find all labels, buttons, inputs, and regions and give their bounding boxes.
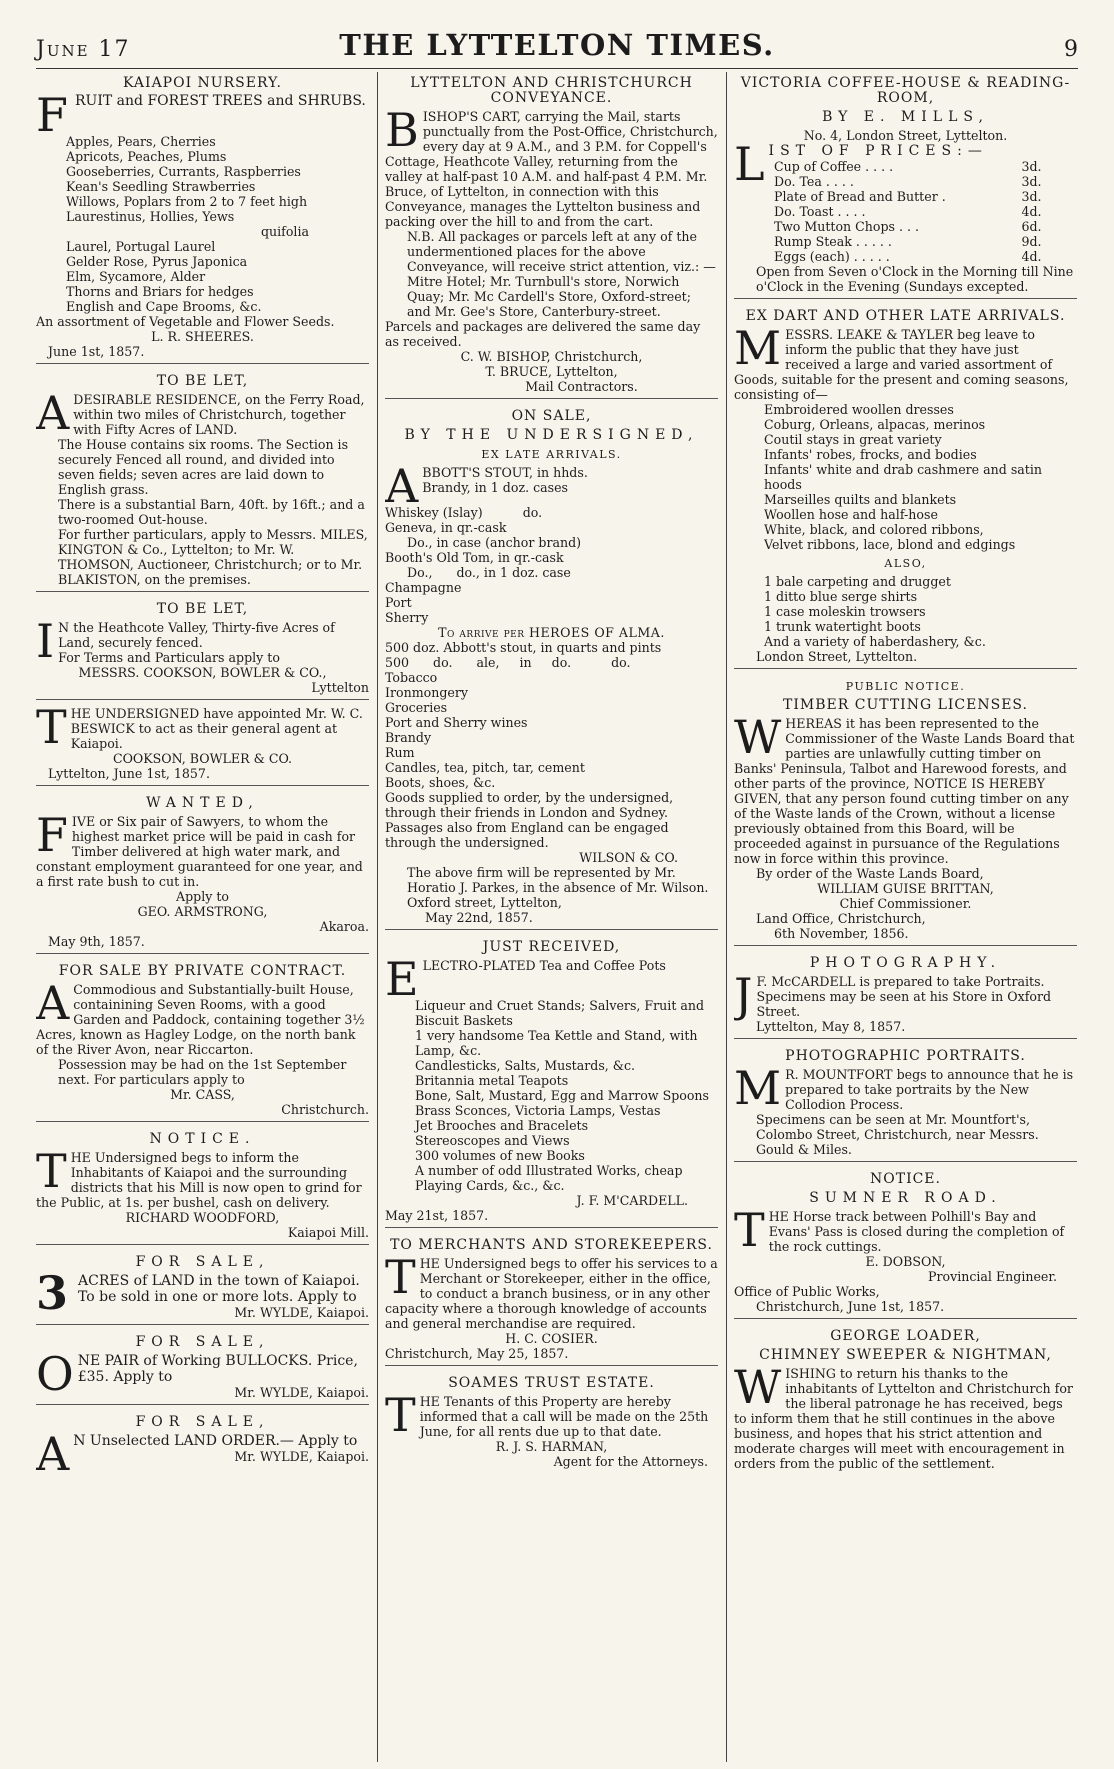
ad-kaiapoi-nursery — [36, 76, 369, 363]
list-item: Whiskey (Islay) do. — [385, 505, 543, 520]
ad-ex-dart — [734, 298, 1077, 668]
ad-title: KAIAPOI NURSERY. — [123, 75, 282, 91]
list-item: Port — [385, 595, 412, 610]
page-number: 9 — [1064, 37, 1078, 62]
ad-address: Office of Public Works, — [734, 1284, 880, 1299]
ad-text: IVE or Six pair of Sawyers, to whom the highest market price will be paid in cash for Timber delivered at high water mark, and constant employment guaranteed for one year, and a first rate bush to cut in. — [36, 814, 363, 889]
ad-text: F. McCARDELL is prepared to take Portraits. — [756, 974, 1045, 989]
ad-title: FOR SALE, — [135, 1254, 270, 1270]
list-item: Boots, shoes, &c. — [385, 775, 496, 790]
ad-address: London Street, Lyttelton. — [756, 649, 918, 664]
ad-title: TO BE LET, — [156, 373, 249, 389]
ad-text: BBOTT'S STOUT, in hhds. — [422, 465, 588, 480]
signature: MESSRS. COOKSON, BOWLER & CO., — [78, 665, 327, 680]
price-list — [774, 159, 1042, 264]
list-item: 1 trunk watertight boots — [764, 619, 921, 634]
drop-cap: M — [734, 1061, 782, 1115]
ad-heading: IST OF PRICES:— — [768, 143, 988, 159]
signature-role: Agent for the Attorneys. — [553, 1454, 708, 1469]
issue-date: June 17 — [36, 37, 131, 62]
signature: GEO. ARMSTRONG, — [137, 904, 268, 919]
column-divider — [377, 72, 378, 1762]
column-1 — [36, 72, 369, 1762]
price-value: 4d. — [1021, 249, 1042, 264]
ad-timber-licenses — [734, 668, 1077, 945]
ad-date: Christchurch, May 25, 1857. — [385, 1346, 569, 1361]
ad-subtitle: ALSO, — [884, 557, 927, 570]
ad-subtitle: BY E. MILLS, — [822, 109, 989, 125]
ad-title: PHOTOGRAPHY. — [809, 955, 1002, 971]
ad-conveyance — [385, 76, 718, 398]
ad-photography — [734, 945, 1077, 1038]
list-item: Brandy — [385, 730, 432, 745]
drop-cap: W — [734, 1360, 782, 1414]
newspaper-title: THE LYTTELTON TIMES. — [339, 28, 775, 62]
ad-title: GEORGE LOADER, — [830, 1328, 981, 1344]
ad-to-be-let-heathcote — [36, 591, 369, 699]
ad-title: NOTICE. — [149, 1131, 256, 1147]
ad-place: Lyttelton — [311, 680, 369, 695]
list-item: 1 very handsome Tea Kettle and Stand, with Lamp, &c. — [415, 1028, 698, 1058]
ad-subtitle: SUMNER ROAD. — [809, 1190, 1002, 1206]
drop-cap: L — [734, 137, 765, 191]
ad-text: Mitre Hotel; Mr. Turnbull's store, Norwich Quay; Mr. Mc Cardell's Store, Oxford-street; and Mr. Gee's Store, Canterbury-street. — [407, 274, 691, 319]
ad-text: Commodious and Substantially-built House, containining Seven Rooms, with a good Garden and Paddock, containing together 3½ Acres, known as Hagley Lodge, on the north bank of the River Avon, near Riccarton. — [36, 982, 365, 1057]
ad-text: HE UNDERSIGNED have appointed Mr. W. C. BESWICK to act as their general agent at Kaiapoi. — [70, 706, 363, 751]
drop-cap: J — [734, 968, 753, 1022]
column-divider — [726, 72, 727, 1762]
list-item: Jet Brooches and Bracelets — [415, 1118, 589, 1133]
price-row — [774, 234, 1042, 249]
drop-cap: E — [385, 952, 419, 1006]
ad-george-loader — [734, 1318, 1077, 1475]
signature: E. DOBSON, — [865, 1254, 946, 1269]
list-item: Infants' white and drab cashmere and satin hoods — [764, 462, 1042, 492]
masthead — [36, 22, 1078, 62]
goods-list — [385, 998, 718, 1193]
price-item: Cup of Coffee . . . . — [774, 159, 894, 174]
ad-text: Goods supplied to order, by the undersigned, through their friends in London and Sydney. Passages also from England can be engaged through the undersigned. — [385, 790, 674, 850]
ad-text: By order of the Waste Lands Board, — [756, 866, 984, 881]
ad-text: R. MOUNTFORT begs to announce that he is prepared to take portraits by the New Collodion Process. — [785, 1067, 1074, 1112]
ad-subtitle: EX LATE ARRIVALS. — [481, 448, 622, 461]
list-item: quifolia — [260, 224, 309, 239]
ad-title: ON SALE, — [511, 408, 592, 424]
list-item: Geneva, in qr.-cask — [385, 520, 507, 535]
price-item: Rump Steak . . . . . — [774, 234, 892, 249]
list-item: Bone, Salt, Mustard, Egg and Marrow Spoons — [415, 1088, 710, 1103]
price-item: Plate of Bread and Butter . — [774, 189, 946, 204]
price-value: 3d. — [1021, 174, 1042, 189]
ad-title: SOAMES TRUST ESTATE. — [448, 1375, 655, 1391]
signature: WILSON & CO. — [579, 850, 678, 865]
ad-soames — [385, 1365, 718, 1473]
drop-cap: T — [385, 1250, 416, 1304]
list-item: Rum — [385, 745, 415, 760]
ad-date: May 22nd, 1857. — [425, 910, 533, 925]
list-item: Coutil stays in great variety — [764, 432, 942, 447]
ad-text: For further particulars, apply to Messrs. MILES, KINGTON & Co., Lyttelton; to Mr. W. THOMSON, Auctioneer, Christchurch; or to Mr. BLAKISTON, on the premises. — [58, 527, 368, 587]
list-item: Britannia metal Teapots — [415, 1073, 569, 1088]
ad-sumner-road — [734, 1161, 1077, 1318]
ad-wanted-sawyers — [36, 785, 369, 953]
ad-text: ACRES of LAND in the town of Kaiapoi. To be sold in one or more lots. Apply to — [78, 1273, 360, 1305]
ad-photographic-portraits — [734, 1038, 1077, 1161]
ad-text: N.B. All packages or parcels left at any of the undermentioned places for the above Conveyance, will receive strict attention, viz.: — — [407, 229, 716, 274]
signature: C. W. BISHOP, Christchurch, — [460, 349, 643, 364]
ad-text: HE Undersigned begs to offer his services to a Merchant or Storekeeper, either in the office, to conduct a branch business, or in any other capacity where a thorough knowledge of accounts and general merchandise are required. — [385, 1256, 718, 1331]
drop-cap: T — [36, 1144, 67, 1198]
ad-agent-kaiapoi — [36, 699, 369, 785]
ad-title: VICTORIA COFFEE-HOUSE & READING-ROOM, — [740, 75, 1071, 106]
ad-address: No. 4, London Street, Lyttelton. — [803, 128, 1008, 143]
signature: Mr. CASS, — [170, 1087, 235, 1102]
list-item: Apples, Pears, Cherries — [66, 134, 216, 149]
ad-heading: RUIT and FOREST TREES and SHRUBS. — [75, 93, 366, 109]
list-item: Apricots, Peaches, Plums — [66, 149, 227, 164]
signature: J. F. M'CARDELL. — [576, 1193, 688, 1208]
list-item: Thorns and Briars for hedges — [66, 284, 254, 299]
ad-text: DESIRABLE RESIDENCE, on the Ferry Road, within two miles of Christchurch, together with Fifty Acres of LAND. — [73, 392, 365, 437]
ad-text: Possession may be had on the 1st September next. For particulars apply to — [58, 1057, 347, 1087]
drop-cap: F — [36, 808, 68, 862]
list-item: Stereoscopes and Views — [415, 1133, 570, 1148]
ad-sale-land-order — [36, 1404, 369, 1481]
ad-text: Parcels and packages are delivered the same day as received. — [385, 319, 701, 349]
ad-subtitle: PUBLIC NOTICE. — [845, 680, 966, 693]
drop-cap: T — [385, 1388, 416, 1442]
ad-title: LYTTELTON AND CHRISTCHURCH CONVEYANCE. — [410, 75, 693, 106]
drop-cap: B — [385, 103, 419, 157]
list-item: Champagne — [385, 580, 462, 595]
ad-date: May 9th, 1857. — [48, 934, 145, 949]
list-item: Do., in case (anchor brand) — [407, 535, 582, 550]
ad-place: Kaiapoi Mill. — [287, 1225, 369, 1240]
list-item: Brandy, in 1 doz. cases — [422, 480, 569, 495]
drop-cap: A — [36, 976, 70, 1030]
ad-title: PHOTOGRAPHIC PORTRAITS. — [785, 1048, 1026, 1064]
column-2 — [385, 72, 718, 1762]
price-row — [774, 174, 1042, 189]
price-row — [774, 249, 1042, 264]
list-item: 300 volumes of new Books — [415, 1148, 585, 1163]
list-item: Kean's Seedling Strawberries — [66, 179, 256, 194]
ad-subtitle: BY THE UNDERSIGNED, — [404, 427, 699, 443]
drop-cap: O — [36, 1347, 74, 1401]
ad-date: Lyttelton, June 1st, 1857. — [48, 766, 210, 781]
ad-title: TO BE LET, — [156, 601, 249, 617]
signature: COOKSON, BOWLER & CO. — [112, 751, 293, 766]
ad-date: May 21st, 1857. — [385, 1208, 489, 1223]
nursery-list — [36, 134, 369, 314]
ad-text: HE Horse track between Polhill's Bay and Evans' Pass is closed during the completion of the rock cuttings. — [768, 1209, 1065, 1254]
ad-just-received — [385, 929, 718, 1227]
list-item: Playing Cards, &c., &c. — [415, 1178, 565, 1193]
list-item: Tobacco — [385, 670, 438, 685]
signature: Mr. WYLDE, Kaiapoi. — [234, 1385, 369, 1400]
ad-text: ESSRS. LEAKE & TAYLER beg leave to inform the public that they have just received a large and varied assortment of Goods, suitable for the present and coming seasons, consisting of— — [734, 327, 1069, 402]
ad-text: An assortment of Vegetable and Flower Seeds. — [36, 314, 335, 329]
list-item: Sherry — [385, 610, 429, 625]
drop-cap: W — [734, 710, 782, 764]
drop-cap: T — [36, 700, 67, 754]
ad-text: LECTRO-PLATED Tea and Coffee Pots — [422, 958, 666, 973]
list-item: Do., do., in 1 doz. case — [407, 565, 571, 580]
ad-address: Oxford street, Lyttelton, — [407, 895, 562, 910]
list-item: Marseilles quilts and blankets — [764, 492, 957, 507]
ad-text: ISHOP'S CART, carrying the Mail, starts punctually from the Post-Office, Christchurch, every day at 9 A.M., and 3 P.M. for Coppell's Cottage, Heathcote Valley, returning from the valley at half-past 10 A.M. and half-past 4 P.M. Mr. Bruce, of Lyttelton, in connection with this Conveyance, manages the Lyttelton business and packing over the hill to and from the cart. — [385, 109, 718, 229]
ad-title: FOR SALE, — [135, 1414, 270, 1430]
price-row — [774, 204, 1042, 219]
price-item: Do. Tea . . . . — [774, 174, 854, 189]
list-item: Velvet ribbons, lace, blond and edgings — [764, 537, 1016, 552]
ad-date: June 1st, 1857. — [48, 344, 145, 359]
goods-list — [734, 402, 1077, 552]
list-item: Gelder Rose, Pyrus Japonica — [66, 254, 248, 269]
list-item: Infants' robes, frocks, and bodies — [764, 447, 977, 462]
list-item: Willows, Poplars from 2 to 7 feet high — [66, 194, 308, 209]
list-item: Groceries — [385, 700, 448, 715]
ad-title: TO MERCHANTS AND STOREKEEPERS. — [390, 1237, 713, 1253]
signature: T. BRUCE, Lyttelton, — [485, 364, 618, 379]
price-value: 3d. — [1021, 159, 1042, 174]
list-item: Brass Sconces, Victoria Lamps, Vestas — [415, 1103, 661, 1118]
list-item: Candlesticks, Salts, Mustards, &c. — [415, 1058, 636, 1073]
ad-text: Open from Seven o'Clock in the Morning till Nine o'Clock in the Evening (Sundays excepted. — [756, 264, 1074, 294]
list-item: Laurel, Portugal Laurel — [66, 239, 216, 254]
ad-place: Christchurch. — [281, 1102, 369, 1117]
ad-text: HE Undersigned begs to inform the Inhabitants of Kaiapoi and the surrounding districts that his Mill is now open to grind for the Public, at 1s. per bushel, cash on delivery. — [36, 1150, 362, 1210]
drop-cap: A — [36, 386, 70, 440]
ad-text: The House contains six rooms. The Section is securely Fenced all round, and divided into seven fields; seven acres are laid down to English grass. — [58, 437, 349, 497]
list-item: 1 ditto blue serge shirts — [764, 589, 918, 604]
ad-title: FOR SALE BY PRIVATE CONTRACT. — [58, 963, 347, 979]
ad-text: Specimens may be seen at his Store in Oxford Street. — [756, 989, 1052, 1019]
ad-sale-private-contract — [36, 953, 369, 1121]
drop-cap: T — [734, 1203, 765, 1257]
ad-text: HE Tenants of this Property are hereby informed that a call will be made on the 25th June, for all rents due up to that date. — [419, 1394, 709, 1439]
list-item: Ironmongery — [385, 685, 468, 700]
ad-title: NOTICE. — [870, 1171, 941, 1187]
list-item: Elm, Sycamore, Alder — [66, 269, 206, 284]
drop-cap: A — [385, 459, 419, 513]
list-item: Coburg, Orleans, alpacas, merinos — [764, 417, 986, 432]
list-item: 500 doz. Abbott's stout, in quarts and pints — [385, 640, 662, 655]
price-value: 6d. — [1021, 219, 1042, 234]
ad-place: Akaroa. — [319, 919, 369, 934]
list-item: Candles, tea, pitch, tar, cement — [385, 760, 585, 775]
price-value: 9d. — [1021, 234, 1042, 249]
ad-address: Land Office, Christchurch, — [756, 911, 926, 926]
signature-role: Chief Commissioner. — [839, 896, 972, 911]
price-item: Eggs (each) . . . . . — [774, 249, 890, 264]
ad-on-sale — [385, 398, 718, 929]
ad-title: FOR SALE, — [135, 1334, 270, 1350]
list-item: Gooseberries, Currants, Raspberries — [66, 164, 301, 179]
list-item: Liqueur and Cruet Stands; Salvers, Fruit and Biscuit Baskets — [415, 998, 705, 1028]
list-item: Port and Sherry wines — [385, 715, 528, 730]
ad-text: N Unselected LAND ORDER.— Apply to — [73, 1433, 358, 1449]
signature: H. C. COSIER. — [505, 1331, 598, 1346]
ad-text: Specimens can be seen at Mr. Mountfort's, Colombo Street, Christchurch, near Messrs. Gould & Miles. — [756, 1112, 1039, 1157]
drop-cap: F — [36, 88, 68, 142]
column-3 — [734, 72, 1077, 1762]
ad-text: Apply to — [175, 889, 229, 904]
ad-notice-mill — [36, 1121, 369, 1244]
price-row — [774, 219, 1042, 234]
ad-title: JUST RECEIVED, — [482, 939, 621, 955]
ad-subtitle: CHIMNEY SWEEPER & NIGHTMAN, — [759, 1347, 1052, 1363]
drop-cap: M — [734, 321, 782, 375]
list-item: Embroidered woollen dresses — [764, 402, 954, 417]
ad-title: TIMBER CUTTING LICENSES. — [783, 697, 1028, 713]
price-item: Do. Toast . . . . — [774, 204, 866, 219]
signature-role: Provincial Engineer. — [928, 1269, 1057, 1284]
ad-text: To arrive per HEROES OF ALMA. — [438, 625, 665, 640]
ad-text: NE PAIR of Working BULLOCKS. Price, £35. Apply to — [77, 1353, 358, 1385]
signature: Mr. WYLDE, Kaiapoi. — [234, 1305, 369, 1320]
ad-text: ISHING to return his thanks to the inhabitants of Lyttelton and Christchurch for the liberal patronage he has received, begs to inform them that he still continues in the above business, and hopes that his strict attention and moderate charges will meet with encouragement in orders from the public of the settlement. — [734, 1366, 1073, 1471]
list-item: A number of odd Illustrated Works, cheap — [415, 1163, 683, 1178]
price-row — [774, 159, 1042, 174]
list-item: And a variety of haberdashery, &c. — [764, 634, 986, 649]
ad-text: For Terms and Particulars apply to — [58, 650, 280, 665]
drop-cap: I — [36, 614, 55, 668]
signature: L. R. SHEERES. — [151, 329, 254, 344]
ad-text: HEREAS it has been represented to the Commissioner of the Waste Lands Board that parties are unlawfully cutting timber on Banks' Peninsula, Talbot and Harewood forests, and other parts of the province, NOTICE IS HEREBY GIVEN, that any person found cutting timber on any of the Waste lands of the Crown, without a license previously obtained from this Board, will be proceeded against in pursuance of the Regulations now in force within this province. — [734, 716, 1075, 866]
ad-title: WANTED, — [146, 795, 259, 811]
ad-title: EX DART AND OTHER LATE ARRIVALS. — [745, 308, 1066, 324]
signature: RICHARD WOODFORD, — [125, 1210, 280, 1225]
list-item: 500 do. ale, in do. do. — [385, 655, 631, 670]
list-item: Woollen hose and half-hose — [764, 507, 938, 522]
drop-cap: A — [36, 1427, 70, 1481]
ad-sale-acres — [36, 1244, 369, 1324]
list-item: 1 case moleskin trowsers — [764, 604, 926, 619]
signature-role: Mail Contractors. — [525, 379, 638, 394]
signature: Mr. WYLDE, Kaiapoi. — [234, 1449, 369, 1464]
list-item: English and Cape Brooms, &c. — [66, 299, 262, 314]
list-item: Laurestinus, Hollies, Yews — [66, 209, 235, 224]
ad-coffee-house — [734, 76, 1077, 298]
list-item: White, black, and colored ribbons, — [764, 522, 984, 537]
ad-text: The above firm will be represented by Mr. Horatio J. Parkes, in the absence of Mr. Wilson. — [407, 865, 709, 895]
masthead-rule — [36, 68, 1078, 69]
ad-sale-bullocks — [36, 1324, 369, 1404]
list-item: 1 bale carpeting and drugget — [764, 574, 951, 589]
drop-cap: 3 — [36, 1266, 69, 1320]
goods-list — [734, 574, 1077, 649]
ad-merchants — [385, 1227, 718, 1365]
ad-text: N the Heathcote Valley, Thirty-five Acres of Land, securely fenced. — [58, 620, 335, 650]
price-row — [774, 189, 1042, 204]
price-value: 4d. — [1021, 204, 1042, 219]
ad-date: Christchurch, June 1st, 1857. — [756, 1299, 945, 1314]
ad-date: 6th November, 1856. — [774, 926, 909, 941]
price-value: 3d. — [1021, 189, 1042, 204]
price-item: Two Mutton Chops . . . — [774, 219, 920, 234]
signature: WILLIAM GUISE BRITTAN, — [817, 881, 994, 896]
signature: R. J. S. HARMAN, — [495, 1439, 608, 1454]
ad-text: There is a substantial Barn, 40ft. by 16ft.; and a two-roomed Out-house. — [58, 497, 365, 527]
ad-to-be-let-residence — [36, 363, 369, 591]
ad-date: Lyttelton, May 8, 1857. — [756, 1019, 906, 1034]
list-item: Booth's Old Tom, in qr.-cask — [385, 550, 564, 565]
